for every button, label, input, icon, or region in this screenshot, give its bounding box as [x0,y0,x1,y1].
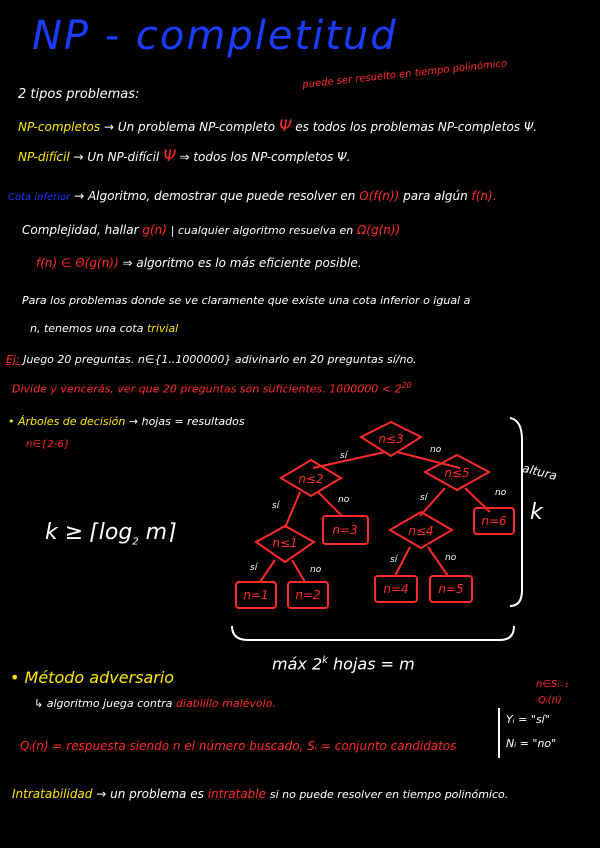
tree-leaf-label: n=1 [243,588,269,602]
max-exp: k [322,655,328,666]
order-expr: O(f(n)) [359,189,400,203]
tree-leaf-label: n=2 [295,588,321,602]
complejidad-text: Complejidad, hallar [22,223,139,237]
edge-label: no [430,445,442,455]
tree-node-label: n≤5 [444,466,470,480]
psi-symbol: Ψ [278,116,292,135]
tree-node-label: n≤3 [378,432,404,446]
adversario-line-1 [34,698,276,709]
np-completos-rest: es todos los problemas NP-completos Ψ. [295,120,538,134]
side-note-no: Nᵢ = "no" [506,737,557,750]
cota-desc: → Algoritmo, demostrar que puede resolver en [74,189,356,203]
np-dificil-desc: → Un NP-difícil [73,150,160,164]
side-note-qi: Qᵢ(n) [538,695,562,706]
annotation-polinomico: puede ser resuelto en tiempo polinómico [301,58,508,91]
edge-label: no [495,488,507,498]
complejidad-rest: | cualquier algoritmo resuelva en [170,224,354,237]
exponent-20: 20 [401,381,412,390]
adversario-text: ↳ algoritmo juega contra [34,697,173,710]
tree-leaf-label: n=3 [332,523,358,537]
np-completos-term: NP-completos [18,120,101,134]
qi-expr: Qᵢ(n) [20,739,49,753]
side-note-yes: Yᵢ = "sí" [506,713,550,726]
tree-edge [292,560,305,582]
k-label: k [530,500,543,525]
adversario-line-2 [20,740,456,752]
bound-subscript: 2 [132,536,139,548]
edge-label: no [310,565,322,575]
tree-edge [285,492,300,528]
intratable-term: Intratabilidad [12,787,93,801]
omega-expr: Ω(g(n)) [357,223,401,237]
ejemplo-tag: Ej: [6,353,20,366]
adversario-title: • Método adversario [10,668,175,687]
side-note-set: n∈Sᵢ₋₁ [536,679,569,690]
edge-label: sí [272,501,280,511]
cota-trivial-prefix: n, tenemos una cota [30,322,144,335]
theta-rest: ⇒ algoritmo es lo más eficiente posible. [122,256,362,270]
width-bracket [232,626,514,640]
tipos-heading: 2 tipos problemas: [18,87,140,102]
edge-label: sí [390,555,398,565]
bound-expr: k ≥ ⌈log [45,520,133,545]
tree-edge [260,560,275,582]
altura-label: altura [520,460,559,484]
intratable-text: → un problema es [96,787,204,801]
divide-text: Divide y vencerás, ver que 20 preguntas son suficientes. 1000000 < 2 [12,382,402,396]
height-bracket [510,418,522,606]
side-divider [498,708,500,758]
edge-label: sí [420,493,428,503]
tree-leaf-label: n=4 [383,582,409,596]
np-dificil-term: NP-difícil [18,150,70,164]
gn-expr: g(n) [142,223,167,237]
si-expr: Sᵢ [307,739,318,753]
edge-label: sí [340,451,348,461]
arboles-domain: n∈{2-6} [26,439,71,450]
tree-node-label: n≤2 [298,472,324,486]
page-title: NP - completitud [32,13,398,59]
np-completos-desc: → Un problema NP-completo [103,120,276,134]
tree-node-label: n≤4 [408,524,434,538]
diablillo-word: diablillo malévolo. [175,697,276,710]
ejemplo-text: Juego 20 preguntas. n∈{1..1000000} adivinarlo en 20 preguntas sí/no. [23,353,417,366]
tree-leaf-label: n=5 [438,582,464,596]
tree-leaf-label: n=6 [481,514,507,528]
edge-label: sí [250,563,258,573]
max-leaves [272,656,415,672]
np-dificil-rest: ⇒ todos los NP-completos Ψ. [179,150,351,164]
intratable-rest: si no puede resolver en tiempo polinómico. [269,788,509,801]
max-text: máx 2 [272,654,323,674]
bound-end: m⌉ [138,520,176,545]
si-rest: = conjunto candidatos [320,739,457,753]
intratable-line [12,788,508,800]
fn-expr: f(n). [471,189,497,203]
arboles-rest: → hojas = resultados [128,415,245,428]
tree-edge [313,452,385,468]
cota-line-4: Para los problemas donde se ve claramente que existe una cota inferior o igual a [22,294,471,307]
edge-label: no [445,553,457,563]
tree-edge [395,547,410,576]
theta-expr: f(n) ∈ Θ(g(n)) [36,256,119,270]
tree-node-label: n≤1 [272,536,298,550]
trivial-word: trivial [146,322,179,335]
edge-label: no [338,495,350,505]
psi-symbol: Ψ [163,146,176,165]
intratable-word: intratable [207,787,267,801]
arboles-term: • Árboles de decisión [8,415,126,428]
cota-para: para algún [403,189,468,203]
qi-rest: = respuesta siendo n el número buscado, [52,739,304,753]
max-end: hojas = m [327,654,415,674]
cota-term: Cota inferior [8,192,71,203]
